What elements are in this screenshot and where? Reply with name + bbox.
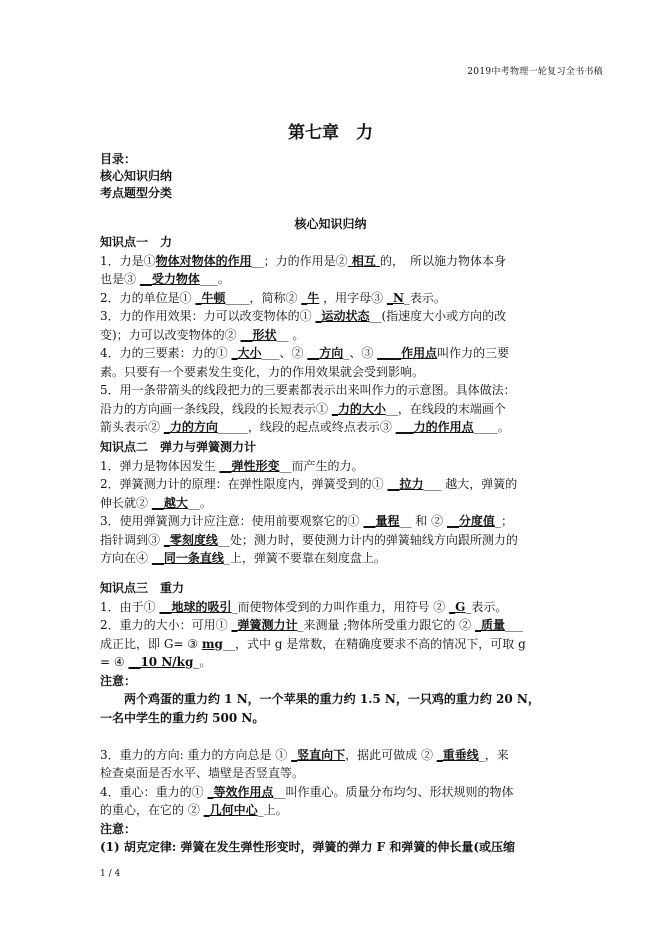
- kp3-line: 4．重心：重力的① _等效作用点__叫作重心。质量分布均匀、形状规则的物体: [100, 784, 514, 799]
- kp3-line: 2．重力的大小：可用① _弹簧测力计_来测量 ;物体所受重力跟它的 ② _质量___: [100, 618, 523, 632]
- kp1-line: 3．力的作用效果：力可以改变物体的① _运动状态__(指速度大小或方向的改: [100, 309, 507, 323]
- page-header: 2019中考物理一轮复习全书书稿: [467, 67, 603, 77]
- chapter-title: 第七章 力: [288, 123, 373, 143]
- kp2-line: 3．使用弹簧测力计应注意：使用前要观察它的① __量程__ 和 ② __分度值_；: [100, 514, 513, 528]
- kp1-heading: 知识点一 力: [100, 235, 173, 249]
- toc-item: 核心知识归纳: [100, 169, 173, 183]
- note-text: 一名中学生的重力约 500 N。: [100, 710, 265, 725]
- page-number: 1 / 4: [100, 869, 121, 879]
- kp1-line: 沿力的方向画一条线段，线段的长短表示① _力的大小__，在线段的末端画个: [100, 401, 506, 416]
- kp2-heading: 知识点二 弹力与弹簧测力计: [100, 440, 257, 454]
- note-label: 注意：: [100, 673, 137, 688]
- kp2-line: 1．弹力是物体因发生 __弹性形变__而产生的力。: [100, 458, 364, 473]
- kp2-line: 方向在④ __同一条直线_上，弹簧不要靠在刻度盘上。: [100, 551, 386, 565]
- knowledge-point-1: [100, 233, 562, 437]
- note-label: 注意：: [100, 821, 137, 836]
- kp1-line: 4．力的三要素：力的① _大小___、② __方向_、③ ____作用点叫作力的三要: [100, 346, 510, 360]
- kp3-line: 的重心，在它的 ② _几何中心_上。: [100, 803, 288, 817]
- kp2-line: 指针调到③ _零刻度线__处；测力时，要使测力计内的弹簧轴线方向跟所测力的: [100, 532, 518, 547]
- table-of-contents: [100, 151, 172, 202]
- kp1-line: 变)；力可以改变物体的② __形状__ 。: [100, 327, 305, 342]
- kp2-line: 2．弹簧测力计的原理：在弹性限度内，弹簧受到的① __拉力___ 越大，弹簧的: [100, 477, 518, 491]
- knowledge-point-3: [100, 579, 562, 857]
- section-title: 核心知识归纳: [294, 217, 367, 231]
- blank-line: [100, 727, 562, 746]
- kp3-line: 1．由于① __地球的吸引_而使物体受到的力叫作重力，用符号 ② _G_表示。: [100, 599, 508, 614]
- kp1-line: 素。只要有一个要素发生变化，力的作用效果就会受到影响。: [100, 364, 425, 379]
- kp3-line: 成正比，即 G= ③ mg__，式中 g 是常数，在精确度要求不高的情况下，可取 g: [100, 636, 526, 651]
- kp3-heading: 知识点三 重力: [100, 581, 185, 595]
- kp1-line: 箭头表示② _力的方向_____，线段的起点或终点表示③ ___力的作用点____。: [100, 420, 510, 434]
- kp1-line: 也是③ __受力物体___。: [100, 272, 230, 286]
- note-text: 两个鸡蛋的重力约 1 N，一个苹果的重力约 1.5 N，一只鸡的重力约 20 N，: [124, 692, 540, 706]
- kp1-line: 1．力是①物体对物体的作用__；力的作用是② 相互 的， 所以施力物体本身: [100, 253, 507, 268]
- toc-label: 目录：: [100, 152, 137, 166]
- kp3-line: = ④ __10 N/kg_。: [100, 655, 212, 669]
- kp3-line: 检查桌面是否水平、墙壁是否竖直等。: [100, 766, 305, 780]
- knowledge-point-2: [100, 438, 562, 568]
- kp2-line: 伸长就② __越大__。: [100, 495, 212, 510]
- note-text: (1) 胡克定律: 弹簧在发生弹性形变时，弹簧的弹力 F 和弹簧的伸长量(或压缩: [100, 840, 516, 854]
- kp3-line: 3．重力的方向: 重力的方向总是 ① _竖直向下，据此可做成 ② _重垂线_，来: [100, 747, 509, 762]
- toc-item: 考点题型分类: [100, 186, 173, 200]
- kp1-line: 2．力的单位是① _牛顿____，简称② _牛 ，用字母③ _N_表示。: [100, 290, 446, 305]
- kp1-line: 5．用一条带箭头的线段把力的三要素都表示出来叫作力的示意图。具体做法：: [100, 383, 516, 397]
